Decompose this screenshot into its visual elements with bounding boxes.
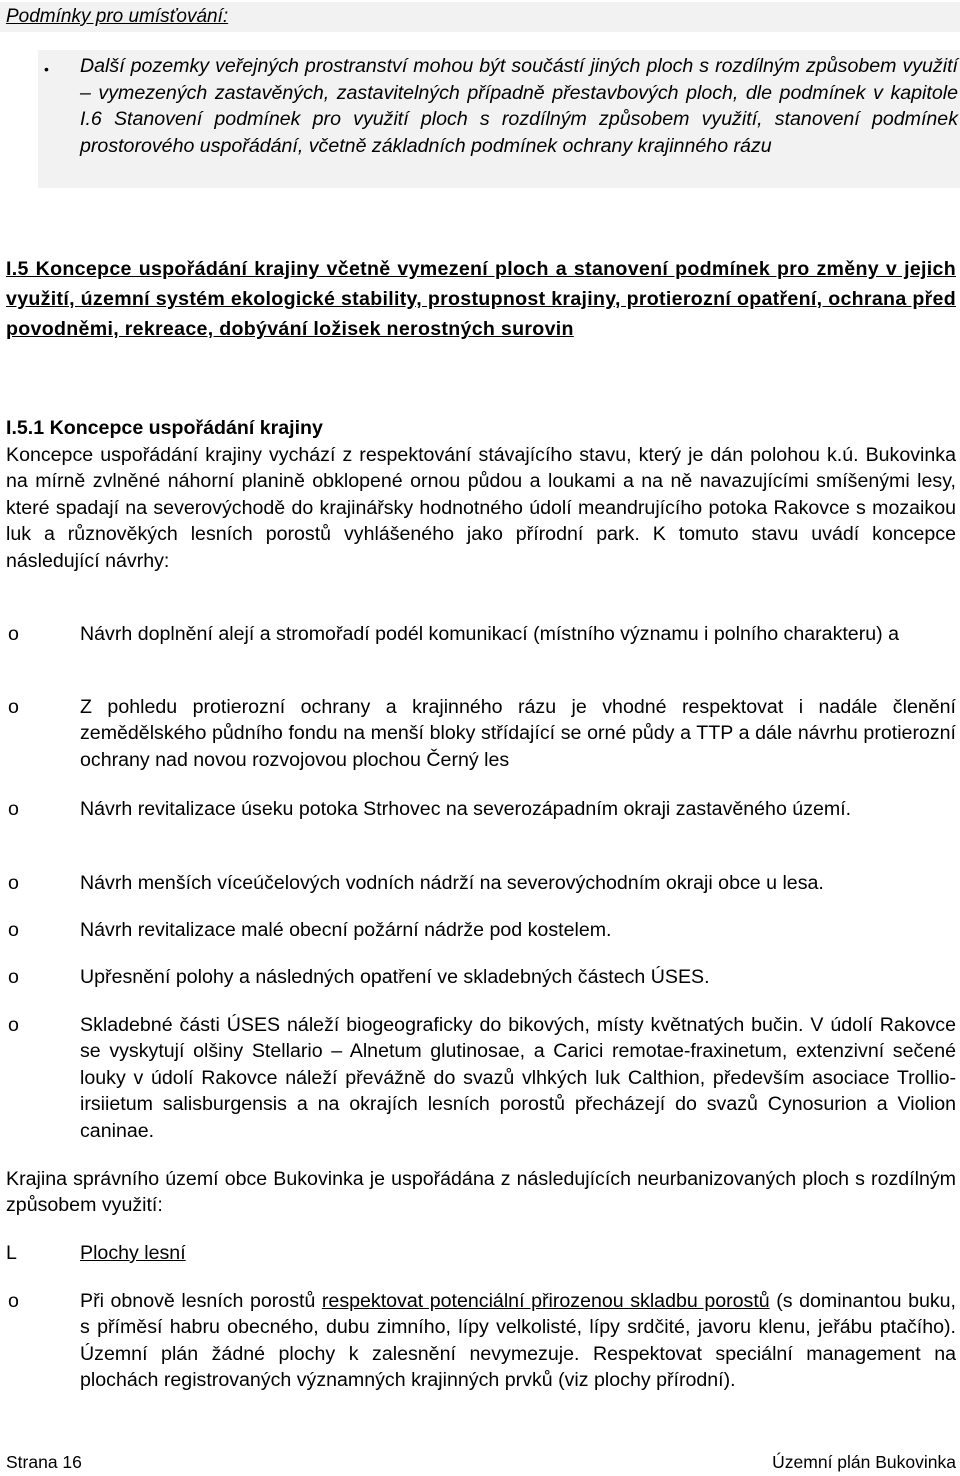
proposal-item: Skladebné části ÚSES náleží biogeograficky do bikových, místy květnatých bučin. V údolí Rakovce se vyskytují olšiny Stellario – Alnetum glutinosae, a Carici remotae-fraxinetum, extenzivní sečené louky v údolí Rakovce náleží převážně do svazů vlhkých luk Calthion, především asociace Trollio-irsiietum salisburgensis a na okrajích lesních porostů přecházejí do svazů Cynosurion a Violion caninae. [80,1014,956,1142]
proposal-item: Návrh revitalizace úseku potoka Strhovec na severozápadním okraji zastavěného území. [80,798,852,820]
bullet-icon: o [8,1290,19,1312]
forest-text-start: Při obnově lesních porostů [80,1290,322,1312]
proposal-item: Návrh doplnění alejí a stromořadí podél komunikací (místního významu i polního charakteru) a [80,623,899,645]
bullet-icon: o [8,696,19,718]
page-number: Strana 16 [6,1452,82,1472]
bullet-icon: o [8,623,19,645]
forest-text-end: (s dominantou buku, s příměsí habru obecného, dubu zimního, lípy velkolisté, lípy srdčité, javoru klenu, jeřábu ptačího). Územní plán žádné plochy k zalesnění nevymezuje. Respektovat speciální management na plochách registrovaných významných krajinných prvků (viz plochy přírodní). [80,1290,956,1392]
conditions-item: Další pozemky veřejných prostranství mohou být součástí jiných ploch s rozdílným způsobem využití – vymezených zastavěných, zastavitelných případně přestavbových ploch, dle podmínek v kapitole I.6 Stanovení podmínek pro využití ploch s rozdílným způsobem využití, stanovení podmínek prostorového uspořádání, včetně základních podmínek ochrany krajinného rázu [80,55,958,157]
subsection-heading: I.5.1 Koncepce uspořádání krajiny [6,417,323,439]
proposal-item: Z pohledu protierozní ochrany a krajinného rázu je vhodné respektovat i nadále členění zemědělského půdního fondu na menší bloky střídající se orné půdy a TTP a dále návrhu protierozní ochrany nad novou rozvojovou plochou Černý les [80,696,956,771]
bullet-icon: o [8,872,19,894]
bullet-icon: o [8,798,19,820]
bullet-icon: o [8,966,19,988]
landscape-intro: Krajina správního území obce Bukovinka je uspořádána z následujících neurbanizovaných ploch s rozdílným způsobem využití: [6,1168,956,1217]
proposal-item: Upřesnění polohy a následných opatření ve skladebných částech ÚSES. [80,966,710,988]
conditions-title: Podmínky pro umísťování: [0,2,960,32]
forest-letter: L [6,1242,17,1264]
forest-text-emphasis: respektovat potenciální přirozenou skladbu porostů [321,1290,770,1312]
forest-item [80,1288,956,1394]
proposal-item: Návrh menších víceúčelových vodních nádrží na severovýchodním okraji obce u lesa. [80,872,824,894]
section-heading: I.5 Koncepce uspořádání krajiny včetně vymezení ploch a stanovení podmínek pro změny v jejich využití, územní systém ekologické stability, prostupnost krajiny, protierozní opatření, ochrana před povodněmi, rekreace, dobývání ložisek nerostných surovin [6,258,956,340]
bullet-icon: • [44,61,49,77]
forest-heading: Plochy lesní [80,1242,186,1264]
document-title: Územní plán Bukovinka [772,1452,956,1472]
bullet-icon: o [8,919,19,941]
bullet-icon: o [8,1014,19,1036]
intro-paragraph: Koncepce uspořádání krajiny vychází z respektování stávajícího stavu, který je dán polohou k.ú. Bukovinka na mírně zvlněné náhorní planině obklopené ornou půdou a loukami a na ně navazujícími smíšenými lesy, které spadají na severovýchodě do krajinářsky hodnotného údolí meandrujícího potoka Rakovce s mozaikou luk a různověkých lesních porostů vyhlášeného jako přírodní park. K tomuto stavu uvádí koncepce následující návrhy: [6,444,956,572]
proposal-item: Návrh revitalizace malé obecní požární nádrže pod kostelem. [80,919,612,941]
